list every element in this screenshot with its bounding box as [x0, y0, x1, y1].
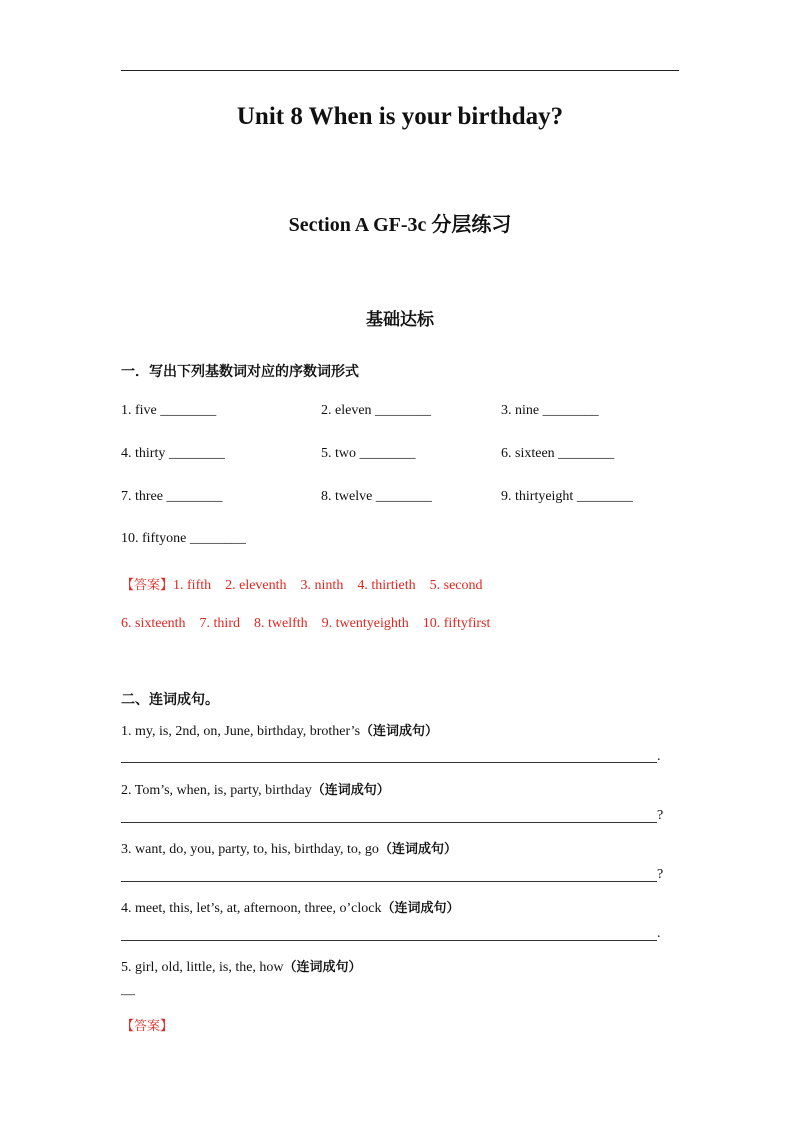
question-4-end: .: [657, 926, 661, 941]
answer-blank-4: [121, 940, 657, 941]
question-1-words: 1. my, is, 2nd, on, June, birthday, brother’s: [121, 724, 361, 739]
section-subtitle: Section A GF-3c 分层练习: [288, 214, 512, 236]
question-2-words: 2. Tom’s, when, is, party, birthday: [121, 783, 312, 798]
part2-heading: 二、连词成句。: [121, 692, 219, 708]
question-1: [121, 720, 438, 740]
exercise-item-1: 1. five ________: [121, 403, 217, 418]
part1-heading: 一．写出下列基数词对应的序数词形式: [121, 364, 359, 380]
question-2: [121, 779, 390, 799]
question-4: [121, 897, 460, 917]
question-3-words: 3. want, do, you, party, to, his, birthday, to, go: [121, 842, 379, 857]
exercise-item-6: 6. sixteen ________: [501, 446, 615, 461]
answer-text-1: 1. fifth 2. eleventh 3. ninth 4. thirtieth 5. second: [173, 578, 483, 593]
question-3-end: ?: [657, 867, 664, 882]
question-3: [121, 838, 457, 858]
answer-label: 【答案】: [121, 578, 174, 593]
question-2-end: ?: [657, 808, 664, 823]
question-1-end: .: [657, 749, 661, 764]
header-rule: [121, 70, 679, 71]
exercise-item-3: 3. nine ________: [501, 403, 599, 418]
answer-blank-1: [121, 762, 657, 763]
exercise-item-2: 2. eleven ________: [321, 403, 432, 418]
exercise-item-5: 5. two ________: [321, 446, 416, 461]
exercise-item-9: 9. thirtyeight ________: [501, 489, 633, 504]
exercise-item-4: 4. thirty ________: [121, 446, 225, 461]
question-5-tag: （连词成句）: [283, 960, 362, 975]
level-heading: 基础达标: [366, 310, 434, 330]
trailing-dash: —: [121, 987, 135, 1002]
part2-answer-label: 【答案】: [121, 1019, 174, 1034]
question-4-words: 4. meet, this, let’s, at, afternoon, three, o’clock: [121, 901, 382, 916]
exercise-item-7: 7. three ________: [121, 489, 223, 504]
answer-line-1: [121, 574, 483, 594]
question-3-tag: （连词成句）: [378, 842, 457, 857]
question-1-tag: （连词成句）: [360, 724, 439, 739]
exercise-item-10: 10. fiftyone ________: [121, 531, 246, 546]
answer-line-2: 6. sixteenth 7. third 8. twelfth 9. twentyeighth 10. fiftyfirst: [121, 616, 491, 631]
question-5-words: 5. girl, old, little, is, the, how: [121, 960, 284, 975]
question-2-tag: （连词成句）: [311, 783, 390, 798]
question-4-tag: （连词成句）: [381, 901, 460, 916]
exercise-item-8: 8. twelve ________: [321, 489, 432, 504]
answer-blank-3: [121, 881, 657, 882]
question-5: [121, 956, 362, 976]
page-title: Unit 8 When is your birthday?: [236, 103, 564, 130]
answer-blank-2: [121, 822, 657, 823]
